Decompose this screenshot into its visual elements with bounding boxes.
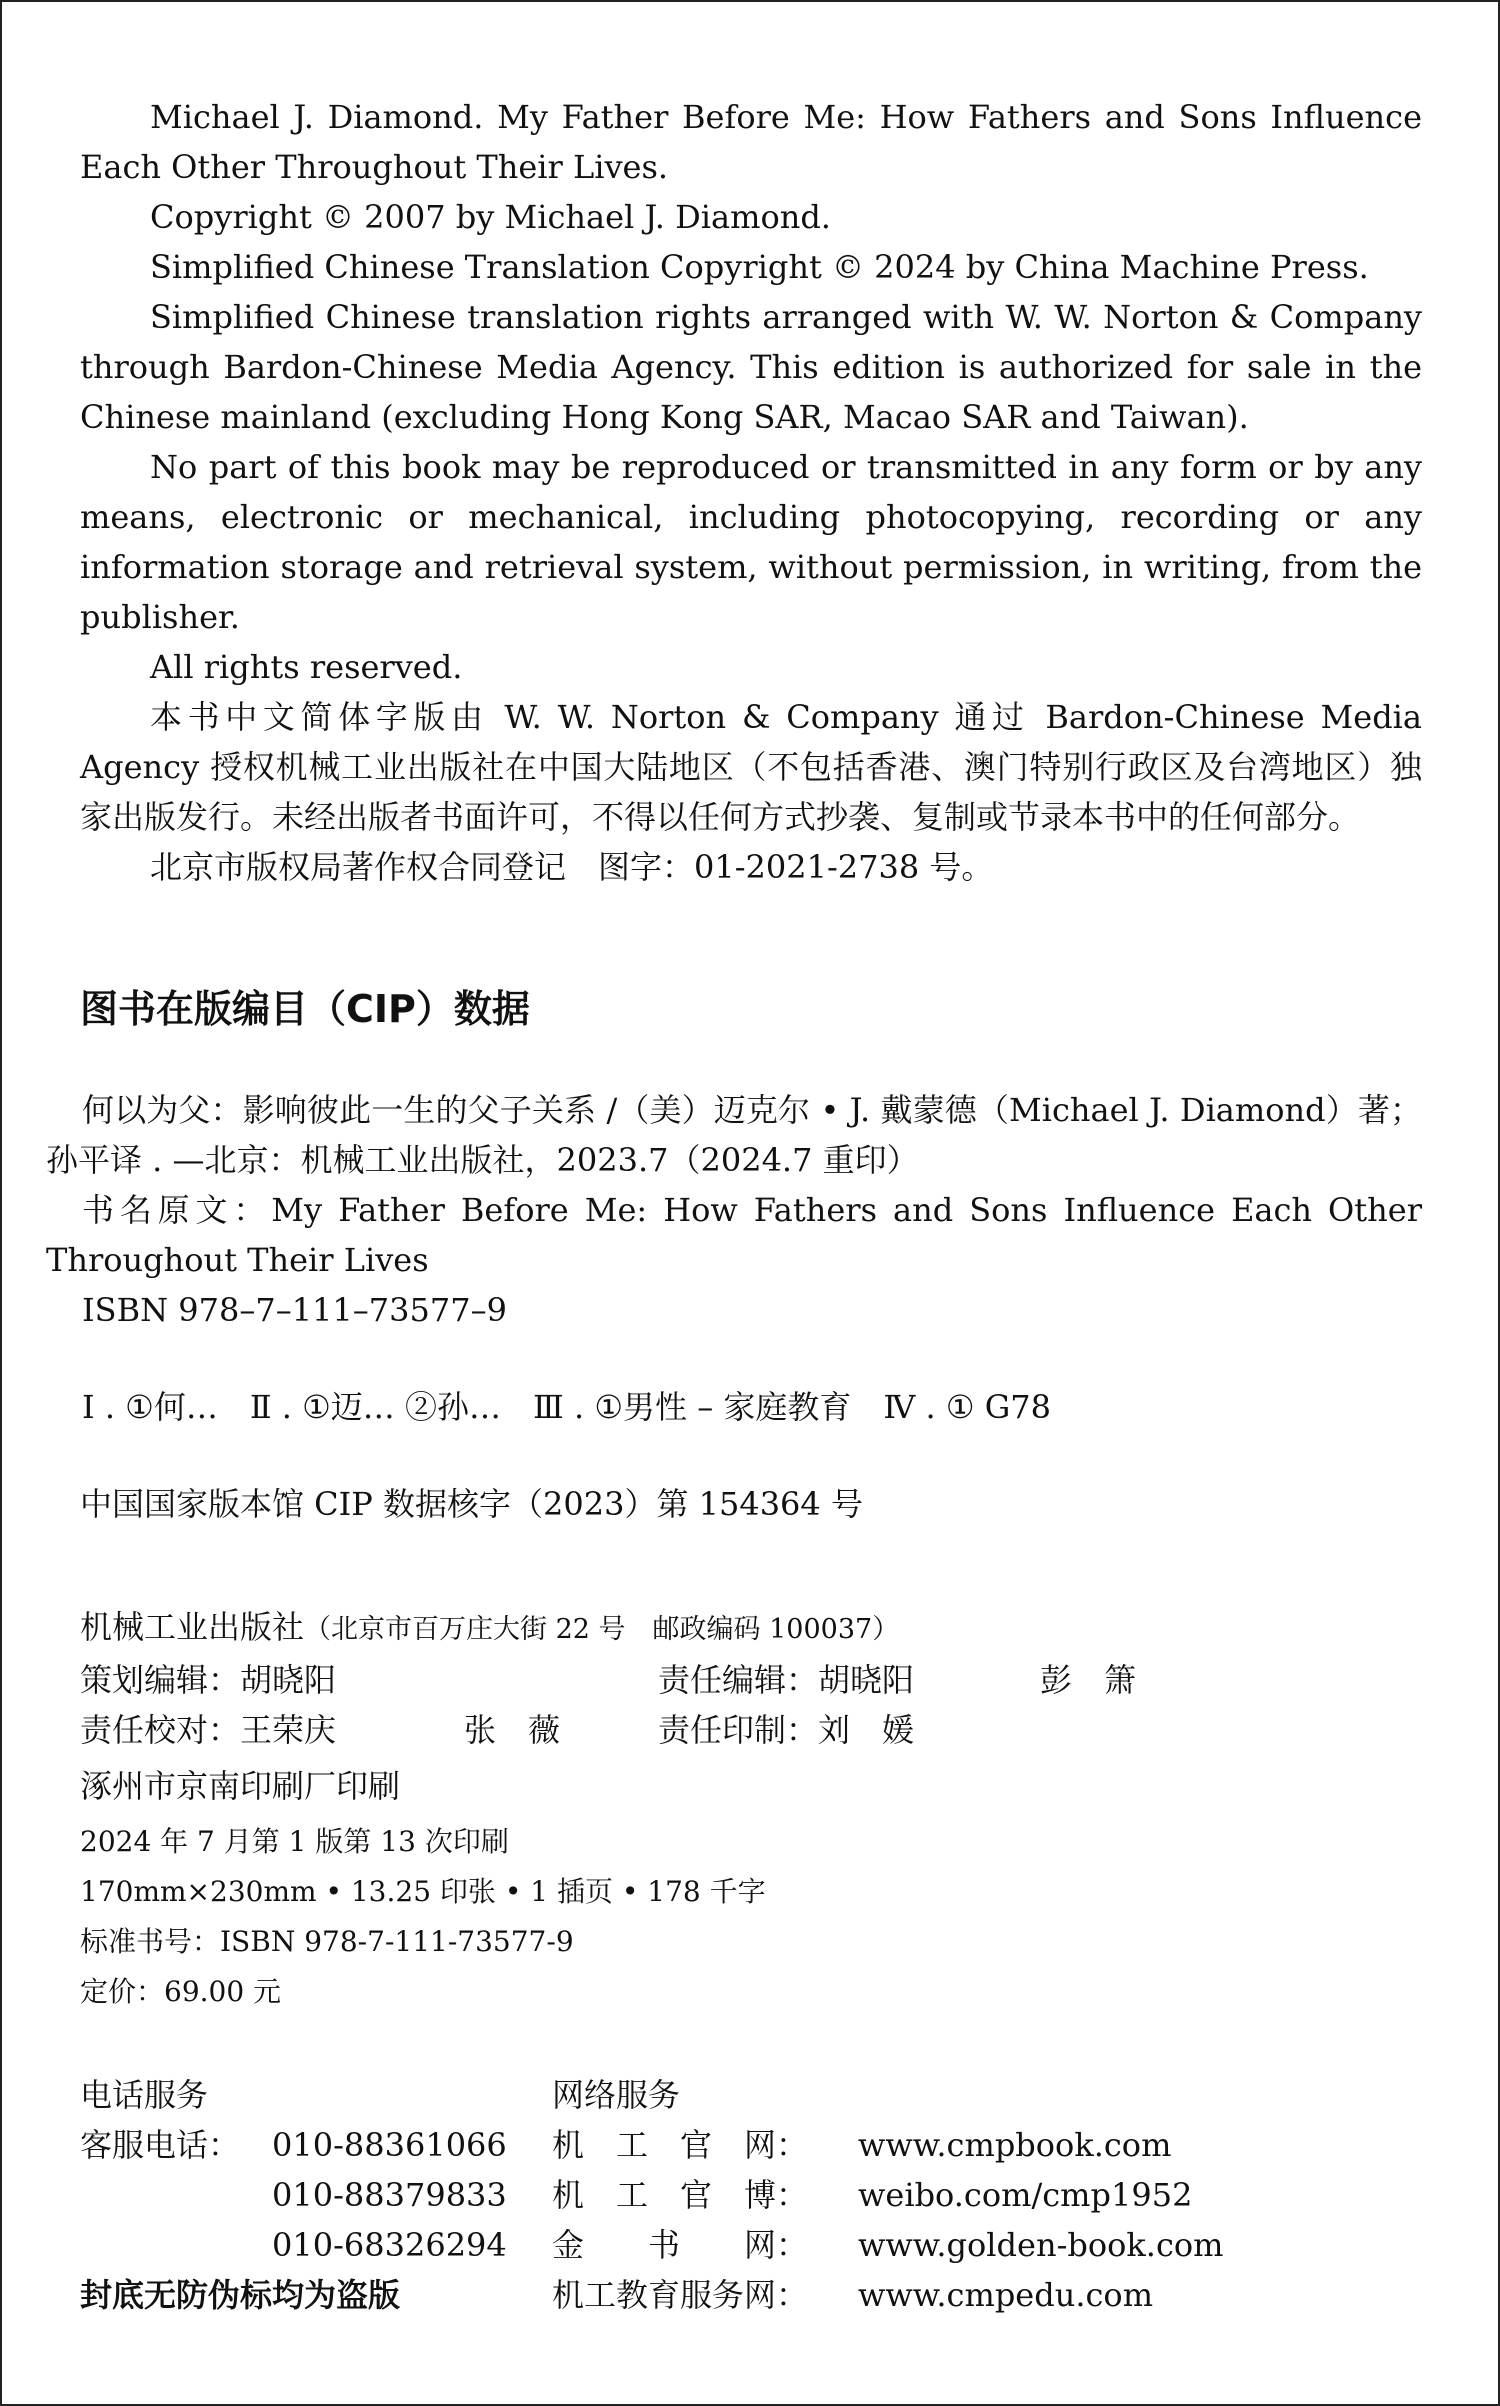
printer: 涿州市京南印刷厂印刷: [80, 1767, 401, 1805]
price: 定价：69.00 元: [80, 1975, 282, 2008]
net-value-2: weibo.com/cmp1952: [858, 2176, 1193, 2214]
net-label-1: 机 工 官 网：: [552, 2126, 809, 2164]
phone-2: 010-88379833: [272, 2176, 507, 2214]
service-row-4: [80, 2270, 1422, 2320]
book-format: 170mm×230mm • 13.25 印张 • 1 插页 • 178 千字: [80, 1875, 766, 1908]
copyright-section: [80, 92, 1422, 892]
phone-1: 010-88361066: [272, 2126, 507, 2164]
cip-entry-block: [46, 1085, 1422, 1335]
net-value-3: www.golden-book.com: [858, 2226, 1224, 2264]
phone-3: 010-68326294: [272, 2226, 507, 2264]
original-copyright: Copyright © 2007 by Michael J. Diamond.: [150, 198, 831, 236]
net-label-4: 机工教育服务网：: [552, 2276, 809, 2314]
net-value-1: www.cmpbook.com: [858, 2126, 1172, 2164]
service-row-2: [80, 2170, 1422, 2220]
publisher-name: 机械工业出版社: [80, 1608, 305, 1646]
cip-record: 中国国家版本馆 CIP 数据核字（2023）第 154364 号: [80, 1485, 863, 1523]
phone-service-title: 电话服务: [80, 2076, 209, 2114]
services-titles-row: [80, 2070, 1422, 2120]
publisher-address: （北京市百万庄大街 22 号 邮政编码 100037）: [304, 1614, 900, 1645]
cip-isbn: ISBN 978–7–111–73577–9: [82, 1291, 507, 1329]
cip-classification: Ⅰ . ①何… Ⅱ . ①迈… ②孙… Ⅲ . ①男性 – 家庭教育 Ⅳ . ① G78: [82, 1388, 1052, 1426]
chinese-rights-notice: 本书中文简体字版由 W. W. Norton & Company 通过 Bardon-Chinese Media Agency 授权机械工业出版社在中国大陆地区（不包括香港、澳门特别行政区及台湾地区）独家出版发行。未经出版者书面许可，不得以任何方式抄袭、复制或节录本书中的任何部分。: [80, 698, 1422, 836]
translation-copyright: Simplified Chinese Translation Copyright © 2024 by China Machine Press.: [150, 248, 1369, 286]
print-supervisor: 责任印制：刘 媛: [658, 1711, 915, 1749]
cip-classification-block: [82, 1382, 1424, 1432]
all-rights-reserved: All rights reserved.: [150, 648, 463, 686]
service-row-1: [80, 2120, 1422, 2170]
publisher-section: [80, 1602, 1422, 2017]
standard-number: 标准书号：ISBN 978-7-111-73577-9: [80, 1925, 574, 1958]
net-value-4: www.cmpedu.com: [858, 2276, 1154, 2314]
planning-editor: 策划编辑：胡晓阳: [80, 1661, 337, 1699]
rights-arrangement: Simplified Chinese translation rights arranged with W. W. Norton & Company through Bardon-Chinese Media Agency. This edition is authorized for sale in the Chinese mainland (excluding Hong Kong SAR, Macao SAR and Taiwan).: [80, 298, 1422, 436]
responsible-editor-2: 彭 箫: [1040, 1661, 1137, 1699]
proofreader: 责任校对：王荣庆: [80, 1711, 337, 1749]
editor-row: [80, 1655, 1422, 1705]
contract-registration: 北京市版权局著作权合同登记 图字：01-2021-2738 号。: [150, 848, 994, 886]
anti-piracy-notice: 封底无防伪标均为盗版: [80, 2276, 401, 2314]
original-title-note: Michael J. Diamond. My Father Before Me: How Fathers and Sons Influence Each Other Throughout Their Lives.: [80, 98, 1422, 186]
publisher-line: [80, 1602, 1422, 1655]
edition: 2024 年 7 月第 1 版第 13 次印刷: [80, 1825, 509, 1858]
proofreader-2: 张 薇: [464, 1711, 561, 1749]
services-section: [80, 2070, 1422, 2320]
network-service-title: 网络服务: [552, 2076, 681, 2114]
cip-entry: 何以为父：影响彼此一生的父子关系 /（美）迈克尔 • J. 戴蒙德（Michael J. Diamond）著；孙平译 . —北京：机械工业出版社，2023.7（2024.7 重印）: [46, 1091, 1422, 1179]
proof-row: [80, 1705, 1422, 1755]
responsible-editor: 责任编辑：胡晓阳: [658, 1661, 915, 1699]
net-label-3: 金 书 网：: [552, 2226, 809, 2264]
net-label-2: 机 工 官 博：: [552, 2176, 809, 2214]
cip-heading-block: [80, 984, 1422, 1034]
reproduction-notice: No part of this book may be reproduced or transmitted in any form or by any means, electronic or mechanical, including photocopying, recording or any information storage and retrieval system, without permission, in writing, from the publisher.: [80, 448, 1422, 636]
cip-heading: 图书在版编目（CIP）数据: [80, 987, 530, 1031]
hotline-label: 客服电话：: [80, 2126, 241, 2164]
service-row-3: [80, 2220, 1422, 2270]
cip-record-block: [80, 1479, 1422, 1529]
cip-original-title: 书名原文：My Father Before Me: How Fathers and Sons Influence Each Other Throughout Their Lives: [46, 1191, 1422, 1279]
